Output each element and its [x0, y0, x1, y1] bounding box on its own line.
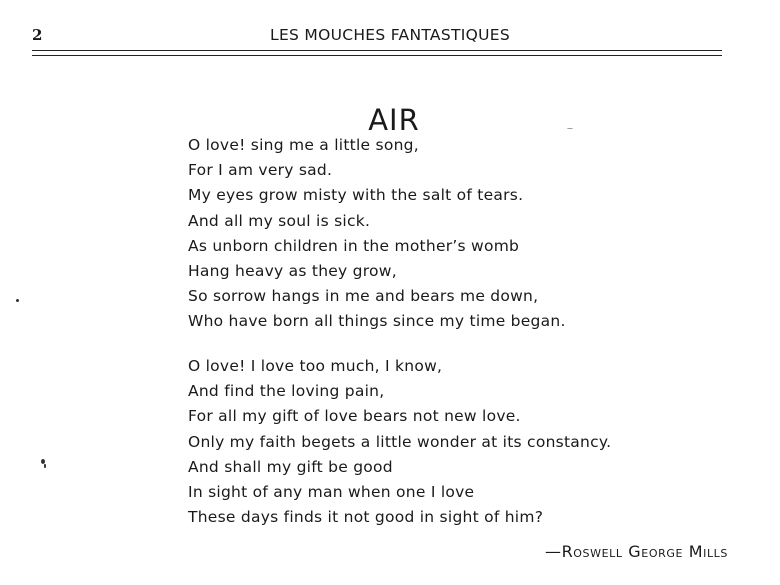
poem-attribution: —Roswell George Mills — [544, 542, 728, 561]
header-rule-thick — [32, 50, 722, 51]
poem-line: O love! I love too much, I know, — [188, 357, 443, 375]
poem-line: Only my faith begets a little wonder at its constancy. — [188, 432, 612, 451]
poem-line: Hang heavy as they grow, — [188, 262, 397, 281]
poem-line: For I am very sad. — [188, 161, 333, 180]
poem-line: And find the loving pain, — [188, 382, 385, 401]
header-rule-thin — [32, 55, 722, 56]
scan-speck — [16, 299, 19, 302]
stanza-2 — [188, 354, 611, 530]
stanza-1 — [188, 133, 566, 335]
poem-line: And shall my gift be good — [188, 457, 393, 476]
poem-line: Who have born all things since my time began. — [188, 312, 566, 331]
poem-line: As unborn children in the mother’s womb — [188, 236, 520, 255]
running-header-title: LES MOUCHES FANTASTIQUES — [270, 26, 510, 44]
poem-line: O love! sing me a little song, — [188, 136, 419, 154]
poem-line: These days finds it not good in sight of him? — [188, 508, 544, 527]
poem-title: AIR — [368, 103, 420, 138]
scan-speck — [567, 128, 573, 129]
poem-line: For all my gift of love bears not new love. — [188, 407, 521, 426]
poem-line: And all my soul is sick. — [188, 211, 371, 230]
poem-line: So sorrow hangs in me and bears me down, — [188, 287, 539, 306]
page-number: 2 — [32, 26, 43, 44]
scan-speck — [44, 464, 46, 468]
poem-line: My eyes grow misty with the salt of tears. — [188, 186, 524, 205]
running-header — [0, 26, 780, 44]
poem-line: In sight of any man when one I love — [188, 483, 475, 502]
